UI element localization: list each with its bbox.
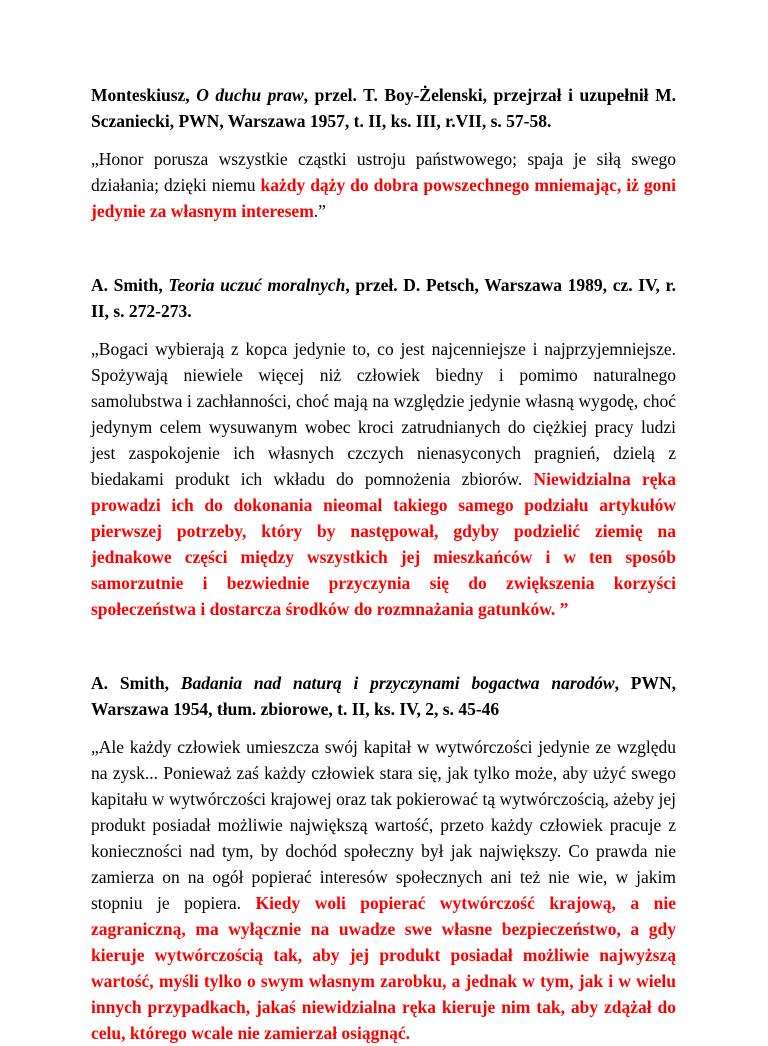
citation-heading: [91, 670, 676, 722]
citation-author: Monteskiusz,: [91, 85, 197, 105]
quote-text: „Bogaci wybierają z kopca jedynie to, co jest najcenniejsze i najprzyjemniejsze. Spożywają niewiele więcej niż człowiek biedny i pomimo naturalnego samolubstwa i zachłanności, choć mają na względzie jedynie własną wygodę, choć jedynym celem wysuwanym wobec kroci zatrudnianych do ciężkiej pracy ludzi jest zaspokojenie ich własnych czczych nienasyconych pragnień, dzielą z biedakami produkt ich wkładu do pomnożenia zbiorów.: [91, 339, 676, 489]
section-monteskiusz: [91, 82, 676, 224]
quote-text: „Ale każdy człowiek umieszcza swój kapitał w wytwórczości jedynie ze względu na zysk... Ponieważ zaś każdy człowiek stara się, jak tylko może, aby użyć swego kapitału w wytwórczości krajowej oraz tak pokierować tą wytwórczością, ażeby jej produkt posiadał możliwie największą wartość, przeto każdy człowiek pracuje z konieczności nad tym, by dochód społeczny był jak największy. Co prawda nie zamierza on na ogół popierać interesów społecznych ani też nie wie, w jakim stopniu je popiera.: [91, 737, 676, 913]
section-spacer: [91, 622, 676, 670]
citation-title: O duchu praw: [196, 85, 304, 105]
quote-paragraph: [91, 734, 676, 1046]
citation-details: , przel. T. Boy-Żelenski, przejrzał i uzupełnił M. Sczaniecki, PWN, Warszawa 1957, t. II, ks. III, r.VII, s. 57-58.: [91, 85, 676, 131]
citation-details: , przeł. D. Petsch, Warszawa 1989, cz. IV, r. II, s. 272-273.: [91, 275, 676, 321]
citation-title: Badania nad naturą i przyczynami bogactwa narodów: [180, 673, 615, 693]
section-smith-teoria: [91, 272, 676, 622]
citation-heading: [91, 272, 676, 324]
quote-highlight: każdy dąży do dobra powszechnego mniemając, iż goni jedynie za własnym interesem: [91, 175, 676, 221]
citation-heading: [91, 82, 676, 134]
quote-text-end: .”: [313, 201, 326, 221]
quote-paragraph: [91, 336, 676, 622]
citation-title: Teoria uczuć moralnych: [168, 275, 346, 295]
quote-highlight: Kiedy woli popierać wytwórczość krajową, a nie zagraniczną, ma wyłącznie na uwadze swe własne bezpieczeństwo, a gdy kieruje wytwórczością tak, aby jej produkt posiadał możliwie najwyższą wartość, myśli tylko o swym własnym zarobku, a jednak w tym, jak i w wielu innych przypadkach, jakaś niewidzialna ręka kieruje nim tak, aby zdążał do celu, którego wcale nie zamierzał osiągnąć.: [91, 893, 676, 1043]
quote-highlight: Niewidzialna ręka prowadzi ich do dokonania nieomal takiego samego podziału artykułów pierwszej potrzeby, który by następował, gdyby podzielić ziemię na jednakowe części między wszystkich jej mieszkańców i w ten sposób samorzutnie i bezwiednie przyczynia się do zwiększenia korzyści społeczeństwa i dostarcza środków do rozmnażania gatunków. ”: [91, 469, 676, 619]
citation-author: A. Smith,: [91, 275, 169, 295]
quote-text: „Honor porusza wszystkie cząstki ustroju państwowego; spaja je siłą swego działania; dzięki niemu: [91, 149, 676, 195]
section-spacer: [91, 224, 676, 272]
section-smith-badania: [91, 670, 676, 1046]
quote-paragraph: [91, 146, 676, 224]
citation-author: A. Smith,: [91, 673, 181, 693]
citation-details: , PWN, Warszawa 1954, tłum. zbiorowe, t. II, ks. IV, 2, s. 45-46: [91, 673, 676, 719]
